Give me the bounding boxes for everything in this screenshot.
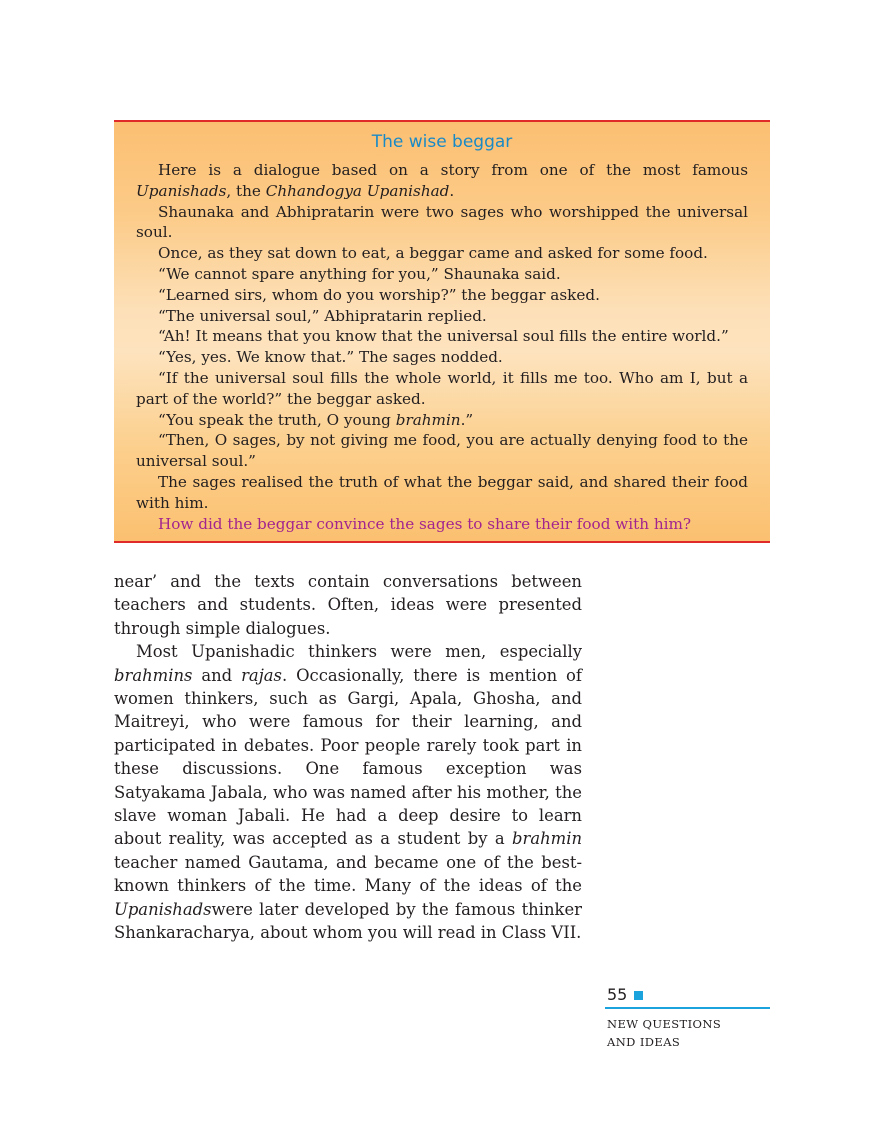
box-paragraph: “Then, O sages, by not giving me food, you are actually denying food to the universal soul.” — [136, 431, 748, 471]
main-text — [114, 570, 582, 945]
box-paragraph: “If the universal soul fills the whole world, it fills me too. Who am I, but a part of the world?” the beggar asked. — [136, 368, 748, 408]
box-paragraph: Shaunaka and Abhipratarin were two sages who worshipped the universal soul. — [136, 202, 748, 242]
chapter-title — [607, 1015, 777, 1051]
chapter-title-line: AND IDEAS — [607, 1035, 681, 1049]
page-marker-square — [634, 991, 643, 1000]
sidebar-box-wise-beggar — [114, 120, 770, 543]
box-question: How did the beggar convince the sages to share their food with him? — [158, 514, 692, 533]
box-title: The wise beggar — [371, 132, 513, 152]
box-text — [136, 160, 748, 534]
box-paragraph: “We cannot spare anything for you,” Shaunaka said. — [158, 264, 561, 283]
box-paragraph: “Ah! It means that you know that the universal soul fills the entire world.” — [158, 327, 729, 346]
page-number: 55 — [607, 985, 628, 1004]
chapter-title-line: NEW QUESTIONS — [607, 1017, 722, 1031]
body-paragraph: near’ and the texts contain conversations between teachers and students. Often, ideas were presented through simple dialogues. — [114, 572, 582, 638]
box-paragraph: “You speak the truth, O young brahmin.” — [158, 410, 474, 429]
box-paragraph: The sages realised the truth of what the beggar said, and shared their food with him. — [136, 472, 748, 512]
footer-rule — [605, 1007, 770, 1009]
body-paragraph: Most Upanishadic thinkers were men, especially brahmins and rajas. Occasionally, there is mention of women thinkers, such as Gargi, Apala, Ghosha, and Maitreyi, who were famous for their learning, and participated in debates. Poor people rarely took part in these discussions. One famous exception was Satyakama Jabala, who was named after his mother, the slave woman Jabali. He had a deep desire to learn about reality, was accepted as a student by a brahmin teacher named Gautama, and became one of the best-known thinkers of the time. Many of the ideas of the Upanishadswere later developed by the famous thinker Shankaracharya, about whom you will read in Class VII. — [114, 642, 582, 943]
box-paragraph: “Yes, yes. We know that.” The sages nodded. — [158, 348, 503, 367]
box-paragraph: Here is a dialogue based on a story from one of the most famous Upanishads, the Chhandogya Upanishad. — [136, 161, 748, 200]
box-paragraph: “Learned sirs, whom do you worship?” the beggar asked. — [158, 285, 600, 304]
box-paragraph: “The universal soul,” Abhipratarin replied. — [158, 306, 487, 325]
box-paragraph: Once, as they sat down to eat, a beggar came and asked for some food. — [158, 244, 708, 263]
